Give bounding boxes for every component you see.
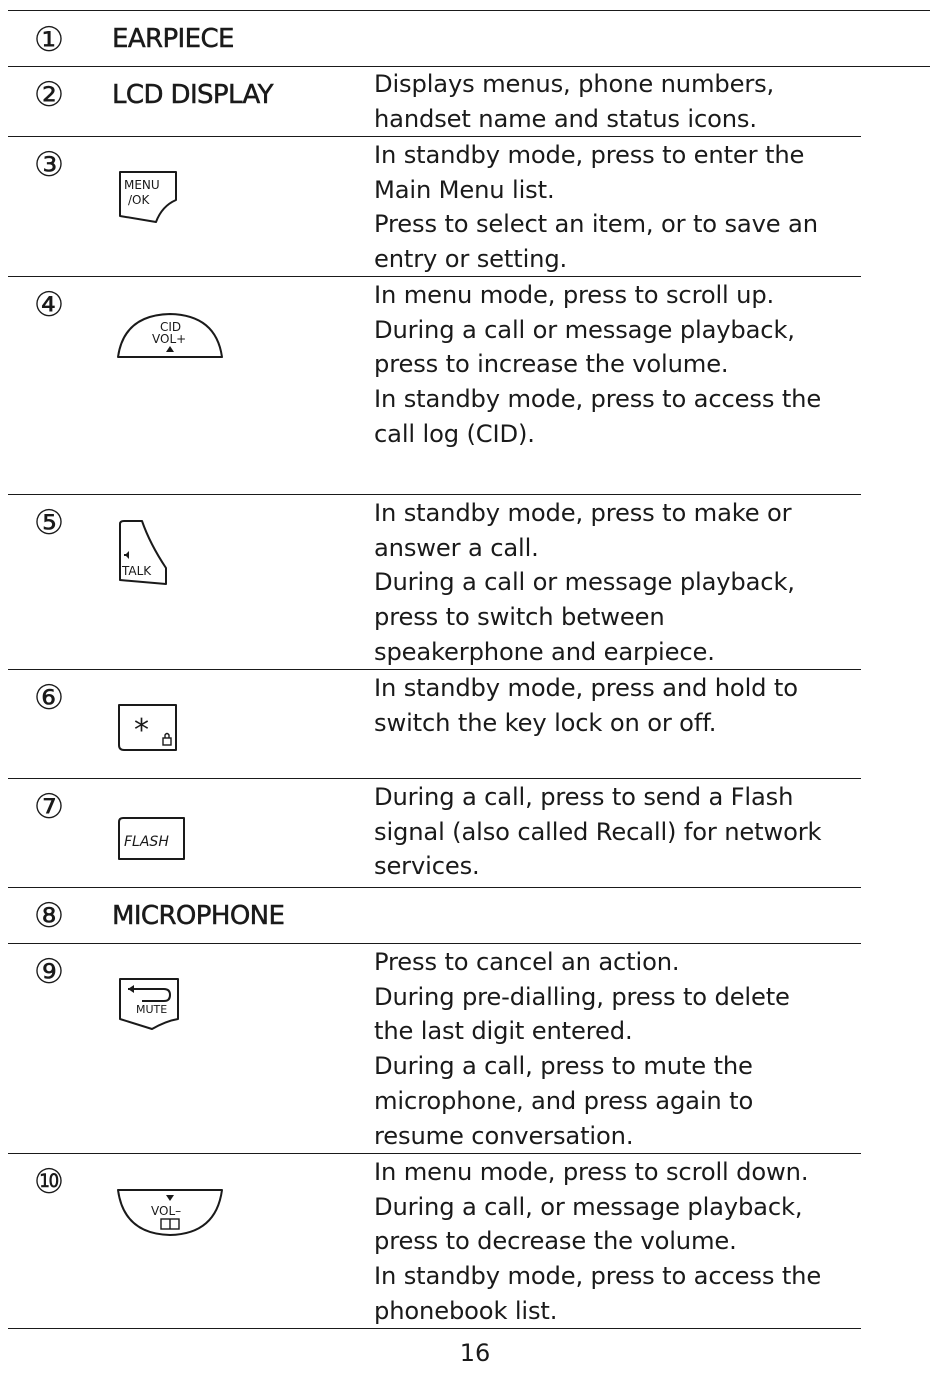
row-description: In menu mode, press to scroll down. During a call, or message playback, press to decrease the volume. In standby mode, press to access the phonebook list. [374,1158,822,1325]
row-number: ⑤ [33,503,65,543]
row-number: ④ [33,285,65,325]
menu-ok-key-icon [116,168,180,226]
row-description: In standby mode, press and hold to switch the key lock on or off. [374,674,798,737]
key-text: CID [160,320,182,334]
page-number: 16 [459,1339,491,1367]
microphone-label: MICROPHONE [112,901,285,931]
table-top-rule [8,10,930,11]
vol-down-phonebook-key-icon [116,1186,224,1238]
key-text: MUTE [136,1003,168,1016]
key-text: TALK [122,564,152,578]
key-text: VOL– [151,1204,182,1218]
key-text: VOL+ [152,332,187,346]
row-description: In standby mode, press to enter the Main Menu list. Press to select an item, or to save an entry or setting. [374,141,818,274]
row-number: ⑦ [33,787,65,827]
row-number: ⑨ [33,952,65,992]
earpiece-label: EARPIECE [112,24,234,54]
row-description: In standby mode, press to make or answer a call. During a call or message playback, press to switch between speakerphone and earpiece. [374,499,795,666]
row-number: ⑩ [33,1162,65,1202]
cid-vol-up-key-icon [116,311,224,361]
talk-key-icon [116,518,172,588]
row-divider [8,494,861,495]
row-number: ① [33,20,65,60]
row-description: In menu mode, press to scroll up. During a call or message playback, press to increase the volume. In standby mode, press to access the call log (CID). [374,281,822,448]
row-number: ③ [33,145,65,185]
star-keylock-key-icon [116,702,182,754]
key-text: FLASH [124,834,169,850]
row-description: Displays menus, phone numbers, handset name and status icons. [374,70,775,133]
row-number: ⑥ [33,678,65,718]
flash-key-icon [116,815,188,863]
key-text: MENU [124,178,160,192]
row-divider [8,778,861,779]
row-number: ⑧ [33,896,65,936]
row-description: During a call, press to send a Flash signal (also called Recall) for network services. [374,783,822,881]
row-divider [8,887,861,888]
key-text: /OK [128,193,150,207]
row-divider [8,943,861,944]
key-text: * [134,713,149,748]
back-mute-key-icon [116,975,182,1033]
row-number: ② [33,75,65,115]
lcd-display-label: LCD DISPLAY [112,80,273,110]
row-description: Press to cancel an action. During pre-dialling, press to delete the last digit entered. During a call, press to mute the microphone, and press again to resume conversation. [374,948,790,1150]
